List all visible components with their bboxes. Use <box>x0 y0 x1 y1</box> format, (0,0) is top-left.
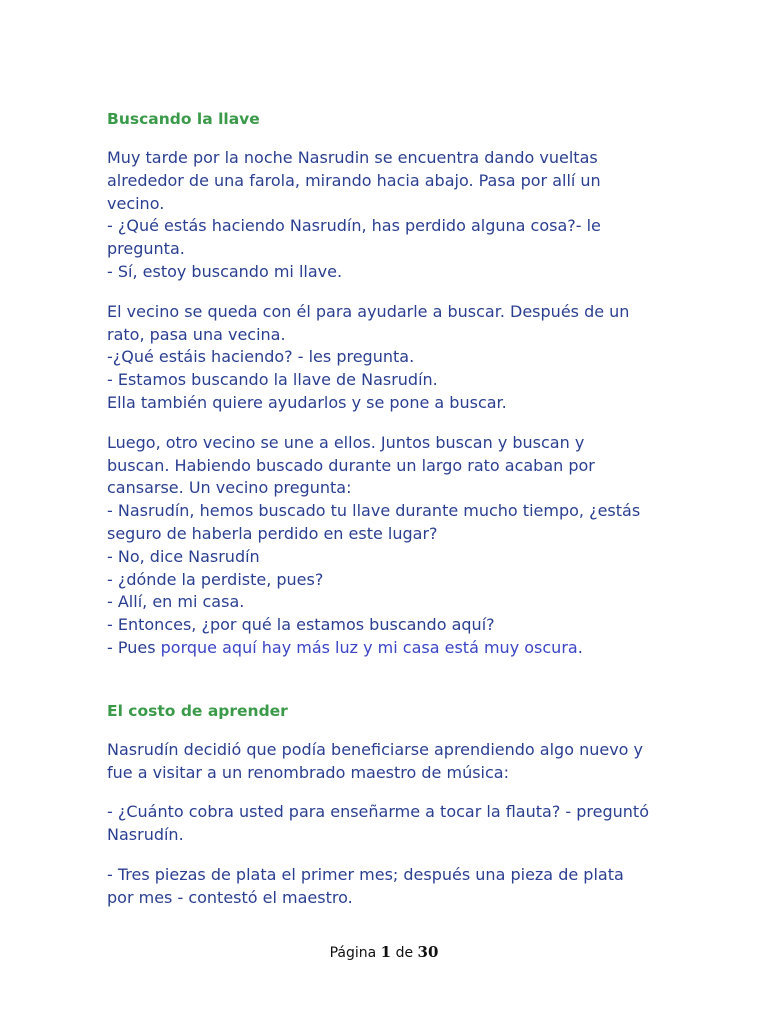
text-segment: - Pues <box>107 637 161 657</box>
text-line-final <box>107 637 667 660</box>
story2-paragraph-1 <box>107 739 667 785</box>
story2-paragraph-2 <box>107 801 667 847</box>
text-line: - No, dice Nasrudín <box>107 546 260 566</box>
text-line: - ¿dónde la perdiste, pues? <box>107 569 324 589</box>
text-line: - Estamos buscando la llave de Nasrudín. <box>107 370 438 390</box>
text-line: fue a visitar a un renombrado maestro de música: <box>107 762 509 782</box>
text-line: alrededor de una farola, mirando hacia abajo. Pasa por allí un <box>107 170 601 190</box>
text-line: rato, pasa una vecina. <box>107 324 286 344</box>
document-page <box>107 108 667 910</box>
story1-paragraph-3 <box>107 432 667 660</box>
story1-paragraph-2 <box>107 301 667 415</box>
text-line: Luego, otro vecino se une a ellos. Juntos buscan y buscan y <box>107 432 585 452</box>
text-line: por mes - contestó el maestro. <box>107 887 353 907</box>
text-line: - ¿Cuánto cobra usted para enseñarme a tocar la flauta? - preguntó <box>107 802 649 822</box>
text-line: Nasrudín. <box>107 825 184 845</box>
text-line: El vecino se queda con él para ayudarle a buscar. Después de un <box>107 301 630 321</box>
text-line: - Tres piezas de plata el primer mes; después una pieza de plata <box>107 864 624 884</box>
text-line: vecino. <box>107 193 165 213</box>
text-line: cansarse. Un vecino pregunta: <box>107 478 352 498</box>
text-line: Ella también quiere ayudarlos y se pone a buscar. <box>107 392 507 412</box>
text-line: pregunta. <box>107 239 185 259</box>
current-page-number: 1 <box>380 943 392 961</box>
text-line: seguro de haberla perdido en este lugar? <box>107 523 438 543</box>
text-line: - Entonces, ¿por qué la estamos buscando aquí? <box>107 615 495 635</box>
page-of-label: de <box>395 945 414 961</box>
page-label: Página <box>329 945 377 961</box>
page-number-footer <box>0 942 768 963</box>
story2-paragraph-3 <box>107 864 667 910</box>
story-title-el-costo-de-aprender: El costo de aprender <box>107 701 288 720</box>
total-pages-number: 30 <box>417 943 439 961</box>
text-line: -¿Qué estáis haciendo? - les pregunta. <box>107 347 415 367</box>
text-line: - ¿Qué estás haciendo Nasrudín, has perdido alguna cosa?- le <box>107 216 601 236</box>
text-line: buscan. Habiendo buscado durante un largo rato acaban por <box>107 455 595 475</box>
text-line: - Allí, en mi casa. <box>107 592 245 612</box>
text-line: - Nasrudín, hemos buscado tu llave durante mucho tiempo, ¿estás <box>107 501 641 521</box>
text-line: Nasrudín decidió que podía beneficiarse aprendiendo algo nuevo y <box>107 739 643 759</box>
text-segment: . <box>577 637 583 657</box>
story-title-buscando-la-llave: Buscando la llave <box>107 110 260 128</box>
text-line: Muy tarde por la noche Nasrudin se encuentra dando vueltas <box>107 148 598 167</box>
highlighted-text: porque aquí hay más luz y mi casa está muy oscura <box>160 637 578 657</box>
story1-paragraph-1 <box>107 147 667 284</box>
text-line: - Sí, estoy buscando mi llave. <box>107 261 343 281</box>
